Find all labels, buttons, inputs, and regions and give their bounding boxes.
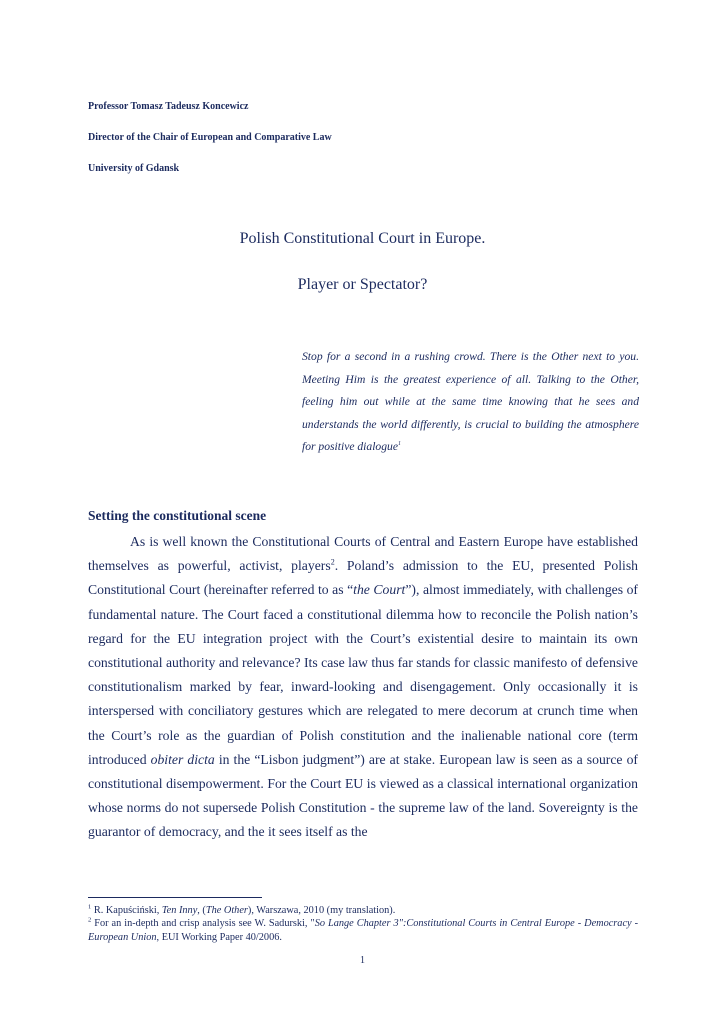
footnote-1-book-title: Ten Inny bbox=[161, 905, 198, 916]
document-title: Polish Constitutional Court in Europe. bbox=[239, 230, 486, 247]
section-heading: Setting the constitutional scene bbox=[88, 508, 267, 523]
epigraph-text: Stop for a second in a rushing crowd. There is the Other next to you. Meeting Him is the greatest experience of all. Talking to the Other, feeling him out while at the same time knowing that he sees and understands the world differently, is crucial to building the atmosphere for positive dialogue bbox=[302, 350, 639, 454]
epigraph-quote bbox=[302, 346, 639, 459]
author-affiliation: University of Gdansk bbox=[88, 163, 180, 174]
body-paragraph bbox=[88, 530, 638, 845]
document-subtitle: Player or Spectator? bbox=[297, 276, 428, 293]
footnote-ref-1[interactable]: 1 bbox=[397, 441, 401, 448]
footnote-2-number: 2 bbox=[88, 916, 92, 924]
body-text-part-3: ”), almost immediately, with challenges of fundamental nature. The Court faced a constitutional dilemma how to reconcile the Polish nation’s regard for the EU integration project with the Court’s existential desire to maintain its own constitutional authority and relevance? Its case law thus far stands for classic manifesto of defensive constitutionalism marked by fear, inward-looking and disengagement. Only occasionally it is interspersed with conciliatory gestures which are relegated to mere decorum at crunch time when the Court’s role as the guardian of Polish constitution and the inalienable national core (term introduced bbox=[88, 582, 638, 767]
page-number: 1 bbox=[360, 955, 365, 966]
footnote-2-text-c: , EUI Working Paper 40/2006. bbox=[156, 931, 282, 943]
footnote-ref-2[interactable]: 2 bbox=[330, 557, 335, 567]
term-obiter-dicta: obiter dicta bbox=[150, 751, 215, 767]
footnote-2-text-a: For an in-depth and crisp analysis see W. Sadurski, " bbox=[91, 918, 315, 930]
footnote-2-paper-title: So Lange Chapter 3":Constitutional Courts in Central Europe - Democracy - European Union bbox=[88, 918, 639, 943]
author-position: Director of the Chair of European and Comparative Law bbox=[88, 132, 332, 143]
footnote-1-text-c: , ( bbox=[197, 905, 206, 916]
body-text-part-1: As is well known the Constitutional Courts of Central and Eastern Europe have established themselves as powerful, activist, players bbox=[88, 534, 638, 574]
footnote-1-number: 1 bbox=[88, 903, 92, 911]
footnote-1-text-a: R. Kapuściński, bbox=[91, 905, 162, 916]
footnote-separator bbox=[88, 897, 262, 898]
footnote-1-translated-title: The Other bbox=[205, 905, 248, 916]
term-the-court: the Court bbox=[353, 582, 406, 598]
body-text-part-2: . Poland’s admission to the EU, presented Polish Constitutional Court (hereinafter referred to as “ bbox=[88, 558, 638, 598]
footnote-1-text-e: ), Warszawa, 2010 (my translation). bbox=[247, 905, 396, 916]
footnote-2 bbox=[88, 917, 638, 944]
author-name: Professor Tomasz Tadeusz Koncewicz bbox=[88, 101, 249, 112]
footnote-1 bbox=[88, 904, 638, 917]
body-text-part-4: in the “Lisbon judgment”) are at stake. European law is seen as a source of constitutional disempowerment. For the Court EU is viewed as a classical international organization whose norms do not supersede Polish Constitution - the supreme law of the land. Sovereignty is the guarantor of democracy, and the it sees itself as the bbox=[88, 751, 638, 840]
footnotes bbox=[88, 904, 638, 944]
